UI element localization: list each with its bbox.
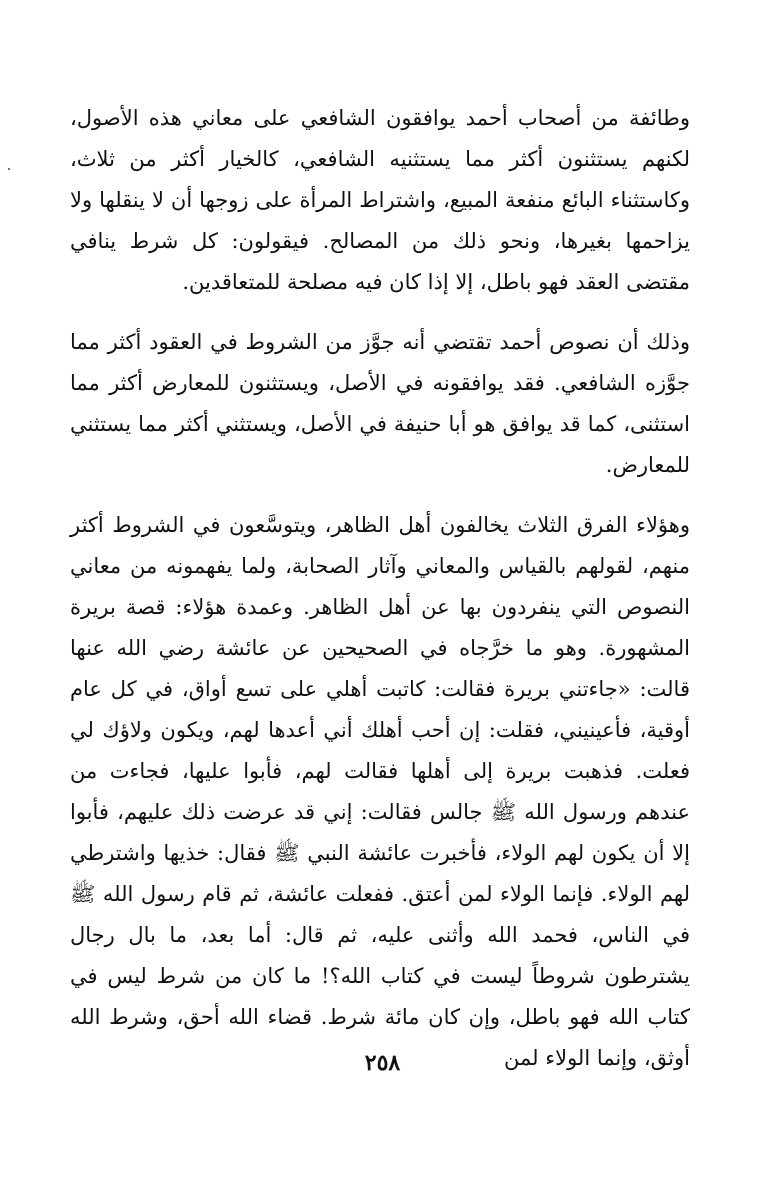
paragraph-1: وطائفة من أصحاب أحمد يوافقون الشافعي على معاني هذه الأصول، لكنهم يستثنون أكثر مما يستثنيه الشافعي، كالخيار أكثر من ثلاث، وكاستثناء البائع منفعة المبيع، واشتراط المرأة على زوجها أن لا ينقلها ولا يزاحمها بغيرها، ونحو ذلك من المصالح. فيقولون: كل شرط ينافي مقتضى العقد فهو باطل، إلا إذا كان فيه مصلحة للمتعاقدين. — [70, 106, 690, 294]
paragraph-2: وذلك أن نصوص أحمد تقتضي أنه جوَّز من الشروط في العقود أكثر مما جوَّزه الشافعي. فقد يوافقونه في الأصل، ويستثنون للمعارض أكثر مما استثنى، كما قد يوافق هو أبا حنيفة في الأصل، ويستثني أكثر مما يستثني للمعارض. — [70, 330, 690, 477]
page-body — [70, 98, 690, 1098]
margin-speck — [8, 168, 10, 170]
page-number: ٢٥٨ — [364, 1050, 401, 1076]
paragraph-3: وهؤلاء الفرق الثلاث يخالفون أهل الظاهر، ويتوسَّعون في الشروط أكثر منهم، لقولهم بالقياس والمعاني وآثار الصحابة، ولما يفهمونه من معاني النصوص التي ينفردون بها عن أهل الظاهر. وعمدة هؤلاء: قصة بريرة المشهورة. وهو ما خرَّجاه في الصحيحين عن عائشة رضي الله عنها قالت: «جاءتني بريرة فقالت: كاتبت أهلي على تسع أواق، في كل عام أوقية، فأعينيني، فقلت: إن أحب أهلك أني أعدها لهم، ويكون ولاؤك لي فعلت. فذهبت بريرة إلى أهلها فقالت لهم، فأبوا عليها، فجاءت من عندهم ورسول الله ﷺ جالس فقالت: إني قد عرضت ذلك عليهم، فأبوا إلا أن يكون لهم الولاء، فأخبرت عائشة النبي ﷺ فقال: خذيها واشترطي لهم الولاء. فإنما الولاء لمن أعتق. ففعلت عائشة، ثم قام رسول الله ﷺ في الناس، فحمد الله وأثنى عليه، ثم قال: أما بعد، ما بال رجال يشترطون شروطاً ليست في كتاب الله؟! ما كان من شرط ليس في كتاب الله فهو باطل، وإن كان مائة شرط. قضاء الله أحق، وشرط الله أوثق، وإنما الولاء لمن — [70, 513, 690, 1070]
